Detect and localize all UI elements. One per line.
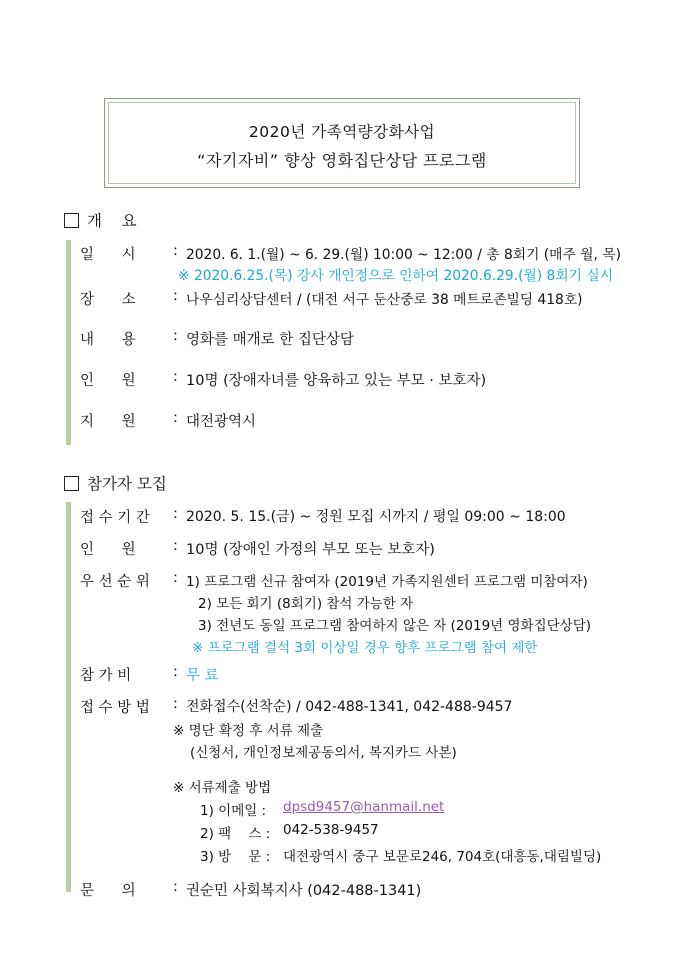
recruit-label-fee: 참 가 비 <box>80 668 132 684</box>
priority-note: ※ 프로그램 결석 3회 이상일 경우 향후 프로그램 참여 제한 <box>192 640 538 656</box>
overview-label-content: 내 용 <box>80 332 136 348</box>
overview-value-place: 나우심리상담센터 / (대전 서구 둔산중로 38 메트로존빌딩 418호) <box>186 292 583 308</box>
recruit-value-period: 2020. 5. 15.(금) ~ 정원 모집 시까지 / 평일 09:00 ~ 18:00 <box>186 509 566 525</box>
overview-label-people: 인 원 <box>80 373 136 389</box>
fax-label: 2) 팩 스 : <box>200 826 271 842</box>
overview-label-place: 장 소 <box>80 292 136 308</box>
title-box <box>104 98 580 188</box>
visit-label: 3) 방 문 : <box>200 849 271 865</box>
recruit-label-method: 접 수 방 법 <box>80 700 150 716</box>
overview-label-support: 지 원 <box>80 414 136 430</box>
colon: : <box>173 538 178 554</box>
colon: : <box>173 570 178 586</box>
colon: : <box>173 506 178 522</box>
recruit-label-contact: 문 의 <box>80 883 136 899</box>
recruit-heading-text: 참가자 모집 <box>87 475 167 493</box>
fax-value: 042-538-9457 <box>283 822 379 838</box>
recruit-label-period: 접 수 기 간 <box>80 510 150 526</box>
recruit-value-people: 10명 (장애인 가정의 부모 또는 보호자) <box>186 542 435 558</box>
recruit-value-fee: 무 료 <box>186 668 219 684</box>
recruit-value-method: 전화접수(선착순) / 042-488-1341, 042-488-9457 <box>186 699 513 715</box>
overview-value-date: 2020. 6. 1.(월) ~ 6. 29.(월) 10:00 ~ 12:00 / 총 8회기 (매주 월, 목) <box>186 247 622 263</box>
priority-item: 3) 전년도 동일 프로그램 참여하지 않은 자 (2019년 영화집단상담) <box>198 618 592 634</box>
email-label: 1) 이메일 : <box>200 803 267 819</box>
method-note: (신청서, 개인정보제공동의서, 복지카드 사본) <box>190 745 457 761</box>
colon: : <box>173 288 178 304</box>
overview-value-support: 대전광역시 <box>186 414 257 430</box>
colon: : <box>173 243 178 259</box>
colon: : <box>173 664 178 680</box>
recruit-label-people: 인 원 <box>80 542 136 558</box>
email-link[interactable]: dpsd9457@hanmail.net <box>283 799 445 815</box>
docs-heading: ※ 서류제출 방법 <box>173 780 272 796</box>
title-line-2: “자기자비” 향상 영화집단상담 프로그램 <box>197 151 487 170</box>
checkbox-square-icon <box>64 476 79 491</box>
recruit-value-contact: 권순민 사회복지사 (042-488-1341) <box>186 883 422 899</box>
colon: : <box>173 410 178 426</box>
overview-label-date: 일 시 <box>80 247 136 263</box>
recruit-heading <box>64 472 167 494</box>
visit-value: 대전광역시 중구 보문로246, 704호(대흥동,대림빌딩) <box>283 849 602 865</box>
colon: : <box>173 328 178 344</box>
method-note: ※ 명단 확정 후 서류 제출 <box>173 723 324 739</box>
colon: : <box>173 696 178 712</box>
overview-value-people: 10명 (장애자녀를 양육하고 있는 부모 · 보호자) <box>186 373 487 389</box>
priority-item: 2) 모든 회기 (8회기) 참석 가능한 자 <box>198 596 414 612</box>
checkbox-square-icon <box>64 213 79 228</box>
colon: : <box>173 369 178 385</box>
recruit-bar <box>66 502 71 892</box>
priority-item: 1) 프로그램 신규 참여자 (2019년 가족지원센터 프로그램 미참여자) <box>186 574 588 590</box>
overview-note: ※ 2020.6.25.(목) 강사 개인정으로 인하여 2020.6.29.(월) 8회기 실시 <box>178 268 614 284</box>
recruit-label-priority: 우 선 순 위 <box>80 574 150 590</box>
overview-heading-text: 개 요 <box>87 212 137 230</box>
colon: : <box>173 879 178 895</box>
overview-value-content: 영화를 매개로 한 집단상담 <box>186 332 354 348</box>
overview-bar <box>66 240 71 445</box>
overview-heading <box>64 209 137 231</box>
title-line-1: 2020년 가족역량강화사업 <box>248 123 436 141</box>
